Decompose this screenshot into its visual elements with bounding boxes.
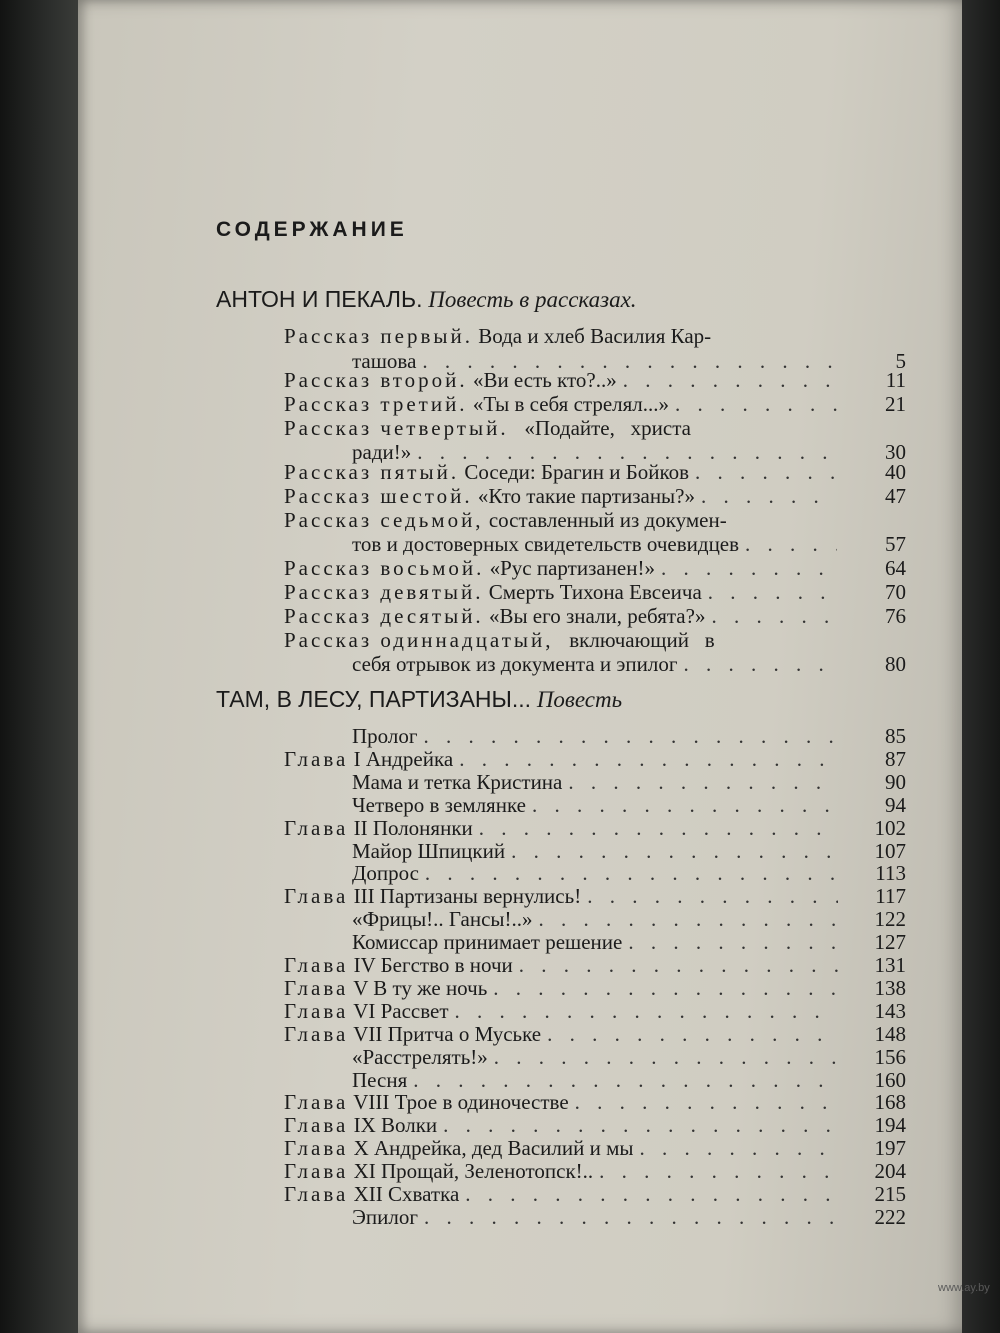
page-number: 21: [885, 392, 906, 416]
dot-leader: [453, 747, 838, 771]
entry-title: IX Волки: [348, 1113, 438, 1137]
page-number: 194: [874, 1113, 906, 1137]
entry-keyword: Рассказ одиннадцатый,: [284, 628, 554, 652]
entry-keyword: Глава: [284, 1113, 349, 1137]
toc-entry: [284, 556, 837, 580]
entry-title-continuation: себя отрывок из документа и эпилог: [352, 652, 678, 676]
entry-title: «Кто такие партизаны?»: [472, 484, 695, 508]
toc-entry: [352, 1068, 838, 1092]
entry-keyword: Глава: [284, 953, 349, 977]
entry-title: Смерть Тихона Евсеича: [483, 580, 702, 604]
entry-keyword: Рассказ четвертый.: [284, 416, 509, 440]
entry-title: Пролог: [352, 724, 418, 748]
entry-keyword: Рассказ шестой.: [284, 484, 473, 508]
entry-title: включающий в: [553, 628, 715, 652]
entry-title: Допрос: [352, 861, 419, 885]
toc-entry: [352, 770, 838, 794]
dot-leader: [488, 1045, 838, 1069]
entry-keyword: Рассказ десятый.: [284, 604, 484, 628]
page-number: 87: [885, 747, 906, 771]
page-number: 138: [874, 976, 906, 1000]
toc-entry: [284, 816, 838, 840]
dot-leader: [533, 907, 838, 931]
toc-entry: [352, 1205, 838, 1229]
entry-title: Мама и тетка Кристина: [352, 770, 563, 794]
toc-entry: [284, 1022, 838, 1046]
toc-entry: [284, 976, 838, 1000]
dot-leader: [418, 1205, 838, 1229]
page-number: 113: [875, 861, 906, 885]
toc-entry-continuation: [352, 652, 837, 676]
dot-leader: [569, 1090, 838, 1114]
entry-title: VIII Трое в одиночестве: [348, 1090, 569, 1114]
entry-title: XII Схватка: [348, 1182, 460, 1206]
dot-leader: [634, 1136, 839, 1160]
page-number: 197: [874, 1136, 906, 1160]
entry-keyword: Глава: [284, 884, 349, 908]
page-number: 64: [885, 556, 906, 580]
page-number: 122: [874, 907, 906, 931]
page-number: 47: [885, 484, 906, 508]
entry-title: Песня: [352, 1068, 408, 1092]
dot-leader: [513, 953, 838, 977]
entry-title: XI Прощай, Зеленотопск!..: [348, 1159, 594, 1183]
toc-entry: [352, 724, 838, 748]
page-number: 102: [874, 816, 906, 840]
page-number: 85: [885, 724, 906, 748]
entry-title: X Андрейка, дед Василий и мы: [348, 1136, 634, 1160]
entry-keyword: Глава: [284, 1022, 349, 1046]
toc-entry: [352, 930, 838, 954]
dot-leader: [417, 724, 838, 748]
page-number: 127: [874, 930, 906, 954]
toc-entry: [284, 392, 837, 416]
page-number: 107: [874, 839, 906, 863]
toc-entry: [284, 953, 838, 977]
entry-keyword: Рассказ восьмой.: [284, 556, 485, 580]
part-subtitle: Повесть: [536, 687, 623, 712]
dot-leader: [526, 793, 838, 817]
page-number: 215: [874, 1182, 906, 1206]
toc-entry: [284, 368, 837, 392]
page-number: 131: [874, 953, 906, 977]
entry-title: «Ты в себя стрелял...»: [467, 392, 670, 416]
dot-leader: [617, 368, 837, 392]
entry-keyword: Глава: [284, 1090, 349, 1114]
dot-leader: [593, 1159, 838, 1183]
page-number: 222: [874, 1205, 906, 1229]
toc-entry: [284, 628, 837, 652]
dot-leader: [622, 930, 838, 954]
toc-entry: [284, 604, 837, 628]
toc-entry: [284, 416, 837, 440]
entry-title-continuation: тов и достоверных свидетельств очевидцев: [352, 532, 740, 556]
dot-leader: [669, 392, 837, 416]
dot-leader: [739, 532, 837, 556]
part-title-2: [216, 686, 622, 713]
entry-keyword: Глава: [284, 976, 349, 1000]
dot-leader: [689, 460, 837, 484]
entry-title: Вода и хлеб Василия Кар-: [472, 324, 712, 348]
toc-entry: [284, 324, 837, 348]
dot-leader: [702, 580, 837, 604]
toc-entry: [284, 747, 838, 771]
entry-title: составленный из докумен-: [483, 508, 727, 532]
entry-title: VI Рассвет: [348, 999, 449, 1023]
entry-title-continuation: ташова: [352, 349, 417, 373]
dot-leader: [449, 999, 838, 1023]
page-number: 40: [885, 460, 906, 484]
toc-entry: [284, 1113, 838, 1137]
dot-leader: [562, 770, 838, 794]
page-number: 160: [874, 1068, 906, 1092]
page-number: 5: [895, 349, 906, 373]
page-number: 94: [885, 793, 906, 817]
page-number: 90: [885, 770, 906, 794]
toc-entry: [284, 884, 838, 908]
entry-keyword: Рассказ второй.: [284, 368, 468, 392]
page-number: 30: [885, 440, 906, 464]
toc-entry: [352, 839, 838, 863]
toc-entry: [352, 1045, 838, 1069]
page-number: 76: [885, 604, 906, 628]
page-number: 80: [885, 652, 906, 676]
dot-leader: [581, 884, 838, 908]
entry-keyword: Глава: [284, 1159, 349, 1183]
entry-title: Комиссар принимает решение: [352, 930, 623, 954]
part-title-1: [216, 286, 637, 313]
toc-entry-continuation: [352, 532, 837, 556]
entry-title: Соседи: Брагин и Бойков: [459, 460, 690, 484]
toc-entry: [284, 580, 837, 604]
entry-keyword: Глава: [284, 1182, 349, 1206]
entry-title: «Подайте, христа: [508, 416, 691, 440]
dot-leader: [407, 1068, 838, 1092]
toc-entry: [352, 907, 838, 931]
entry-title-continuation: ради!»: [352, 440, 412, 464]
page-number: 143: [874, 999, 906, 1023]
dot-leader: [541, 1022, 838, 1046]
dot-leader: [487, 976, 838, 1000]
watermark: www.ay.by: [938, 1282, 990, 1294]
toc-entry: [284, 1090, 838, 1114]
dot-leader: [437, 1113, 838, 1137]
dot-leader: [459, 1182, 838, 1206]
part-subtitle: Повесть в рассказах.: [428, 287, 637, 312]
entry-title: «Ви есть кто?..»: [467, 368, 617, 392]
toc-entry: [284, 460, 837, 484]
entry-keyword: Рассказ девятый.: [284, 580, 484, 604]
entry-keyword: Рассказ первый.: [284, 324, 473, 348]
page-number: 148: [874, 1022, 906, 1046]
dot-leader: [695, 484, 837, 508]
page-number: 204: [874, 1159, 906, 1183]
toc-entry: [284, 484, 837, 508]
toc-entry: [284, 1182, 838, 1206]
entry-keyword: Глава: [284, 999, 349, 1023]
entry-keyword: Рассказ пятый.: [284, 460, 460, 484]
page-number: 11: [885, 368, 906, 392]
page-number: 156: [874, 1045, 906, 1069]
entry-title: IV Бегство в ночи: [348, 953, 513, 977]
dot-leader: [505, 839, 838, 863]
entry-keyword: Рассказ седьмой,: [284, 508, 484, 532]
toc-entry: [284, 1159, 838, 1183]
dot-leader: [655, 556, 837, 580]
entry-keyword: Глава: [284, 1136, 349, 1160]
toc-title: СОДЕРЖАНИЕ: [216, 218, 408, 241]
part-name: ТАМ, В ЛЕСУ, ПАРТИЗАНЫ...: [216, 686, 532, 712]
part-name: АНТОН И ПЕКАЛЬ.: [216, 286, 423, 312]
entry-title: I Андрейка: [348, 747, 454, 771]
page-number: 57: [885, 532, 906, 556]
toc-entry: [284, 1136, 838, 1160]
page-number: 168: [874, 1090, 906, 1114]
entry-title: «Вы его знали, ребята?»: [483, 604, 706, 628]
dot-leader: [705, 604, 837, 628]
page-number: 117: [875, 884, 906, 908]
entry-title: «Фрицы!.. Гансы!..»: [352, 907, 533, 931]
entry-title: Четверо в землянке: [352, 793, 526, 817]
toc-entry: [352, 861, 838, 885]
toc-entry: [352, 793, 838, 817]
page-number: 70: [885, 580, 906, 604]
dot-leader: [473, 816, 838, 840]
entry-title: «Расстрелять!»: [352, 1045, 488, 1069]
entry-title: III Партизаны вернулись!: [348, 884, 582, 908]
toc-entry: [284, 999, 838, 1023]
toc-entry: [284, 508, 837, 532]
entry-keyword: Глава: [284, 747, 349, 771]
entry-keyword: Глава: [284, 816, 349, 840]
entry-title: V В ту же ночь: [348, 976, 488, 1000]
entry-title: «Рус партизанен!»: [484, 556, 655, 580]
dot-leader: [419, 861, 838, 885]
entry-title: II Полонянки: [348, 816, 473, 840]
entry-keyword: Рассказ третий.: [284, 392, 468, 416]
entry-title: VII Притча о Муське: [348, 1022, 542, 1046]
entry-title: Эпилог: [352, 1205, 418, 1229]
entry-title: Майор Шпицкий: [352, 839, 506, 863]
dot-leader: [677, 652, 837, 676]
